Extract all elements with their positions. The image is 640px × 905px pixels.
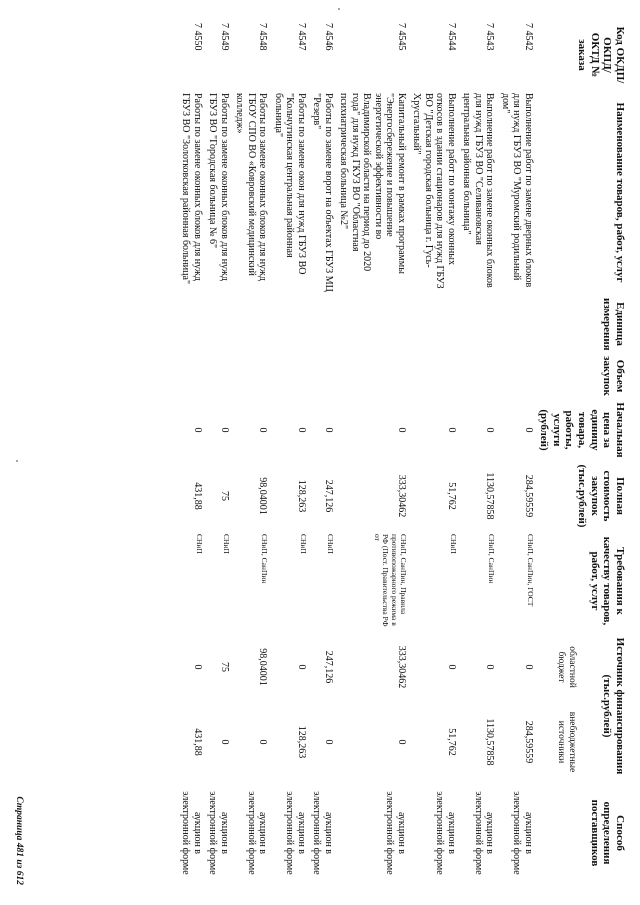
row-funding-extra: 0 [395, 739, 407, 745]
row-method: аукцион в электронной форме [180, 791, 203, 875]
procurement-plan-table [178, 20, 628, 885]
row-full-cost: 431,88 [191, 482, 203, 510]
row-code: 7 4545 [395, 23, 407, 51]
row-funding-extra: 51,762 [445, 728, 457, 756]
row-name: Выполнение работ по замене оконных блоков для нужд ГБУЗ ВО "Селивановская центральная районная больница" [461, 93, 496, 288]
row-code: 7 4547 [295, 23, 307, 51]
row-funding-extra: 1130,57858 [484, 718, 496, 766]
row-full-cost: 128,263 [295, 479, 307, 513]
row-name: Работы по замене ворот на объектах ГБУЗ МЦ "Резерв" [311, 93, 334, 292]
table-row [336, 20, 409, 885]
row-full-cost: 333,30462 [395, 474, 407, 518]
row-initial-price: 0 [257, 427, 269, 433]
row-initial-price: 0 [445, 427, 457, 433]
row-funding-regional: 333,30462 [395, 645, 407, 689]
row-method: аукцион в электронной форме [284, 791, 307, 875]
header-full-cost: Полная стоимость закупок (тыс.рублей) [576, 464, 626, 528]
row-volume [232, 353, 271, 399]
row-code: 7 4550 [191, 23, 203, 51]
row-funding-extra: 128,263 [295, 725, 307, 759]
row-name: Выполнение работ по монтажу оконных откосов в здании стационаров для нужд ГБУЗ ВО "Детская городская больница г. Гусь-Хрустальный" [411, 93, 457, 289]
row-method: аукцион в электронной форме [245, 791, 269, 875]
row-full-cost: 1130,57858 [484, 472, 496, 520]
header-initial-price: Начальная цена за единицу товара, работы, услуги (рублей) [538, 402, 626, 458]
header-requirements: Требования к качеству товаров, работ, услуг [588, 536, 626, 626]
row-method: аукцион в электронной форме [384, 791, 407, 875]
row-name: Капитальный ремонт в рамках программы "Энергосбережение и повышение энергетической эффективности во Владимирской области на период до 2020 года" для нужд ГКУЗ ВО "Областная психиатрическая больница №2" [338, 93, 407, 274]
row-funding-regional: 0 [484, 664, 496, 670]
table-row [270, 20, 309, 885]
row-unit [336, 295, 409, 353]
row-funding-regional: 247,126 [322, 650, 334, 684]
row-name: Работы по замене оконных блоков для нужд ГБУЗ ВО "Городская больница № 6" [207, 93, 230, 281]
row-method: аукцион в электронной форме [434, 791, 457, 875]
row-requirements: СНиП [194, 534, 204, 554]
row-unit [497, 295, 536, 353]
row-requirements: СНиП [298, 534, 308, 554]
header-name: Наименование товаров, работ, услуг [614, 102, 626, 283]
row-method: аукцион в электронной форме [207, 791, 230, 875]
header-method: Способ определения поставщиков [588, 799, 626, 867]
row-code: 7 4549 [218, 23, 230, 51]
table-body [178, 20, 536, 885]
row-initial-price: 0 [191, 427, 203, 433]
row-requirements: СНиП, СанПин, Правила противопожарного режима в РФ (Пост. Правительства РФ от [372, 534, 408, 627]
row-funding-regional: 0 [445, 664, 457, 670]
row-funding-extra: 284,59559 [522, 720, 534, 764]
row-requirements: СНиП, СанПин [487, 534, 497, 584]
row-unit [178, 295, 205, 353]
row-method: аукцион в электронной форме [311, 791, 334, 875]
header-volume: Объем закупок [601, 356, 626, 396]
row-name: Работы по замене оконных блоков для нужд ГБОУ СПО ВО «Ковровский медицинский колледж» [234, 93, 269, 281]
row-funding-regional: 98,04001 [257, 648, 269, 686]
header-unit: Единица измерения [601, 298, 626, 351]
row-method: аукцион в электронной форме [472, 791, 496, 875]
row-volume [178, 353, 205, 399]
row-initial-price: 0 [395, 427, 407, 433]
row-requirements: СНиП [221, 534, 231, 554]
header-funding-extra: внебюджетные источники [555, 711, 577, 773]
table-row [459, 20, 498, 885]
row-code: 7 4548 [257, 23, 269, 51]
row-unit [270, 295, 309, 353]
row-requirements: СНиП, СанПин, ГОСТ [525, 534, 535, 607]
table-row [205, 20, 232, 885]
row-requirements: СНиП [448, 534, 458, 554]
row-volume [309, 353, 336, 399]
row-volume [459, 353, 498, 399]
row-name: Выполнение работ по замене дверных блоков для нужд ГБУЗ ВО "Муромский родильный дом" [499, 93, 534, 288]
table-row [232, 20, 271, 885]
table-row [309, 20, 336, 885]
row-requirements: СНиП, СанПин [260, 534, 270, 584]
row-requirements: СНиП [325, 534, 335, 554]
table-row [409, 20, 459, 885]
row-funding-regional: 0 [295, 664, 307, 670]
row-funding-regional: 75 [218, 662, 230, 672]
row-funding-extra: 0 [322, 739, 334, 745]
row-name: Работы по замене оконных блоков для нужд ГБУЗ ВО "Золотковская районная больница" [180, 93, 203, 285]
scan-speck [16, 460, 18, 462]
row-funding-extra: 431,88 [191, 728, 203, 756]
row-full-cost: 98,04001 [257, 477, 269, 515]
row-initial-price: 0 [295, 427, 307, 433]
header-code: Код ОКДП/ ОКПД/ ОКТД № заказа [576, 26, 626, 84]
row-method: аукцион в электронной форме [511, 791, 534, 875]
row-volume [336, 353, 409, 399]
row-full-cost: 284,59559 [522, 474, 534, 518]
row-code: 7 4542 [522, 23, 534, 51]
row-initial-price: 0 [322, 427, 334, 433]
table-row [178, 20, 205, 885]
row-funding-extra: 0 [218, 739, 230, 745]
row-initial-price: 0 [484, 427, 496, 433]
row-full-cost: 51,762 [445, 482, 457, 510]
row-initial-price: 0 [218, 427, 230, 433]
row-name: Работы по замене окон для нужд ГБУЗ ВО "Кольчугинская центральная районная больница" [272, 93, 307, 275]
header-funding-regional: областной бюджет [555, 646, 577, 688]
row-unit [232, 295, 271, 353]
row-code: 7 4546 [322, 23, 334, 51]
row-funding-regional: 0 [522, 664, 534, 670]
page-number: Страница 481 из 612 [14, 796, 24, 885]
row-full-cost: 247,126 [322, 479, 334, 513]
row-full-cost: 75 [218, 491, 230, 501]
row-volume [205, 353, 232, 399]
row-code: 7 4544 [445, 23, 457, 51]
row-funding-regional: 0 [191, 664, 203, 670]
row-volume [270, 353, 309, 399]
row-volume [497, 353, 536, 399]
row-initial-price: 0 [522, 427, 534, 433]
row-code: 7 4543 [484, 23, 496, 51]
table-row [497, 20, 536, 885]
row-unit [459, 295, 498, 353]
row-volume [409, 353, 459, 399]
row-funding-extra: 0 [257, 739, 269, 745]
row-unit [309, 295, 336, 353]
scan-speck [338, 8, 340, 10]
row-unit [205, 295, 232, 353]
table-header [536, 20, 628, 885]
header-funding: Источник финансирования (тыс.рублей) [601, 637, 626, 775]
row-unit [409, 295, 459, 353]
